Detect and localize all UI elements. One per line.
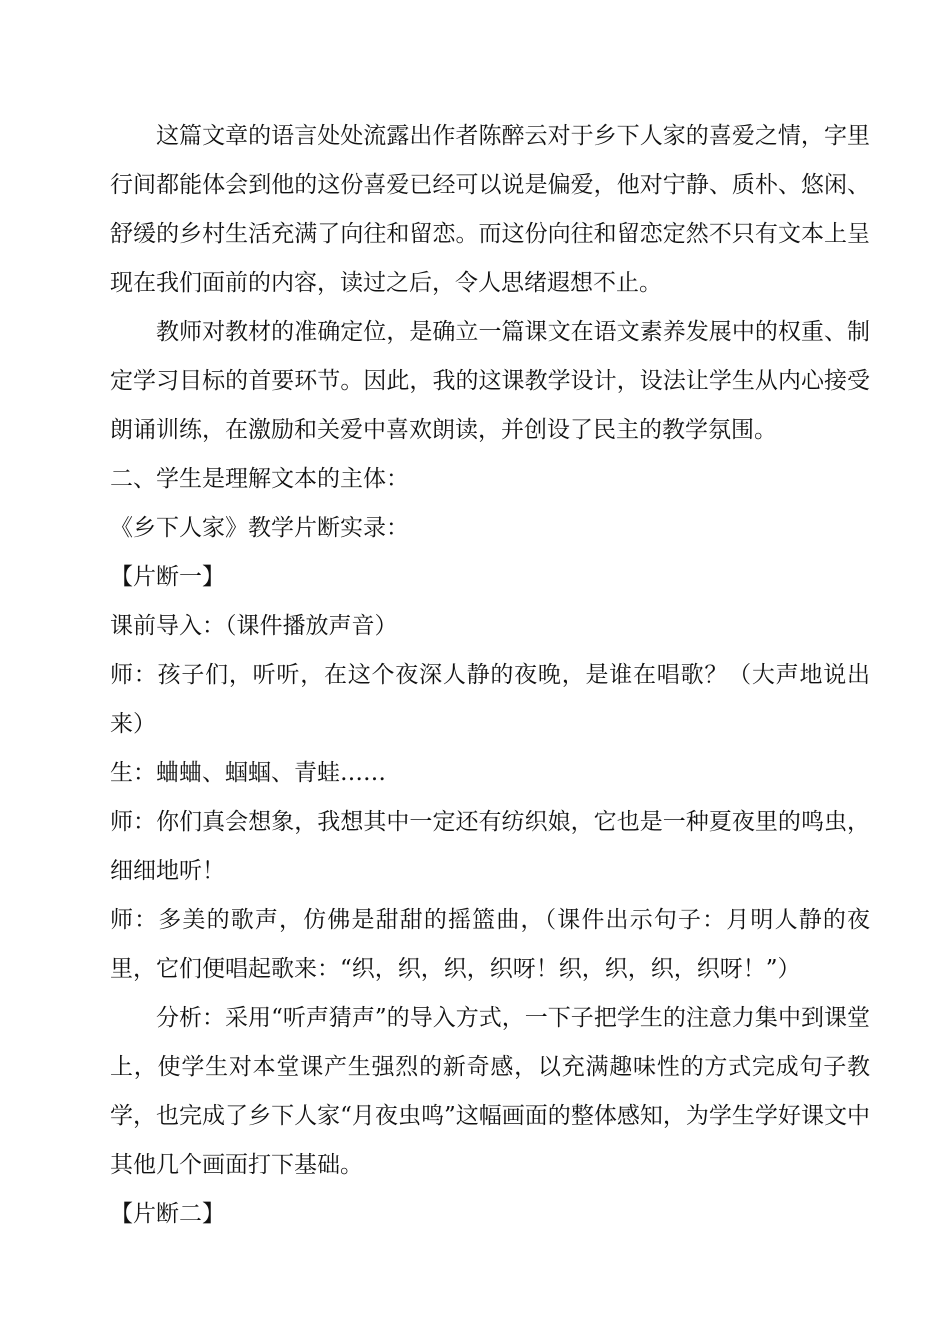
document-body: [110, 112, 870, 1239]
fragment-one-heading: 【片断一】: [110, 564, 225, 590]
paragraph-language-analysis: 这篇文章的语言处处流露出作者陈醉云对于乡下人家的喜爱之情，字里行间都能体会到他的这份喜爱已经可以说是偏爱，他对宁静、质朴、悠闲、舒缓的乡村生活充满了向往和留恋。而这份向往和留恋定然不只有文本上呈现在我们面前的内容，读过之后，令人思绪遐想不止。: [110, 123, 870, 296]
teacher-line-2: 师：你们真会想象，我想其中一定还有纺织娘，它也是一种夏夜里的鸣虫，细细地听！: [110, 809, 870, 884]
student-line-1: 生：蛐蛐、蝈蝈、青蛙……: [110, 760, 386, 786]
paragraph-teaching-positioning: 教师对教材的准确定位，是确立一篇课文在语文素养发展中的权重、制定学习目标的首要环节。因此，我的这课教学设计，设法让学生从内心接受朗诵训练，在激励和关爱中喜欢朗读，并创设了民主的教学氛围。: [110, 319, 870, 443]
fragment-two-heading: 【片断二】: [110, 1201, 225, 1227]
pre-class-intro: 课前导入：（课件播放声音）: [110, 613, 398, 639]
teacher-line-3: 师：多美的歌声，仿佛是甜甜的摇篮曲，（课件出示句子：月明人静的夜里，它们便唱起歌来：“织，织，织，织呀！织，织，织，织呀！”）: [110, 907, 870, 982]
section-heading-student-subject: 二、学生是理解文本的主体：: [110, 466, 409, 492]
teacher-line-1: 师：孩子们，听听，在这个夜深人静的夜晚，是谁在唱歌？（大声地说出来）: [110, 662, 870, 737]
analysis-paragraph: 分析：采用“听声猜声”的导入方式，一下子把学生的注意力集中到课堂上，使学生对本堂课产生强烈的新奇感，以充满趣味性的方式完成句子教学，也完成了乡下人家“月夜虫鸣”这幅画面的整体感知，为学生学好课文中其他几个画面打下基础。: [110, 1005, 870, 1178]
lesson-record-title: 《乡下人家》教学片断实录：: [110, 515, 409, 541]
